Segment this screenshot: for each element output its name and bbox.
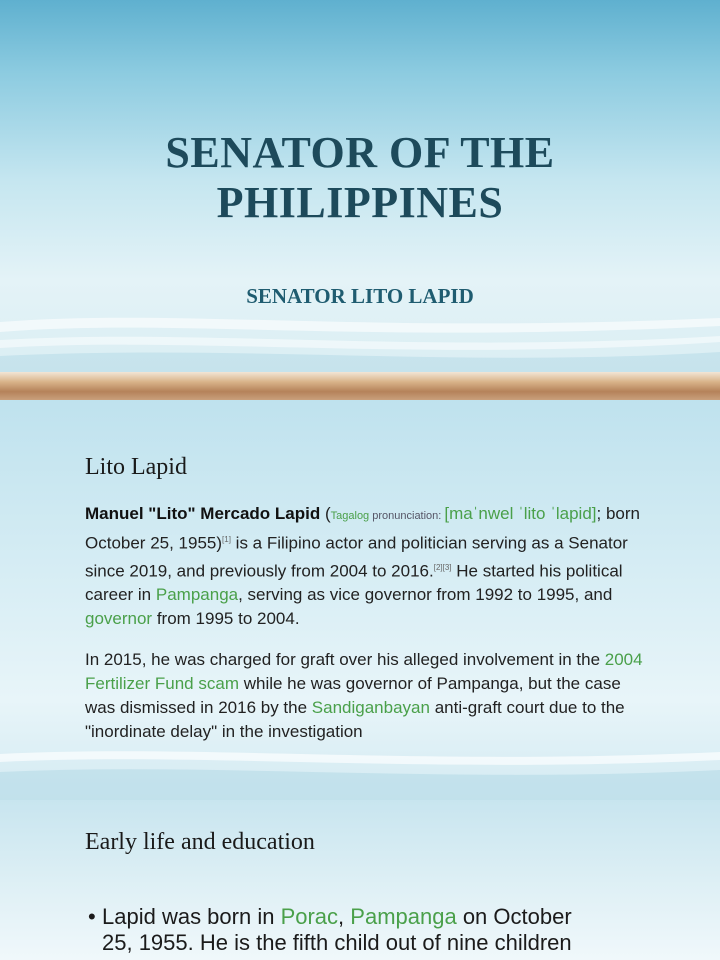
wave-decoration-2: [0, 740, 720, 800]
text-fragment: He started his political career in: [85, 561, 623, 605]
slide-subtitle: SENATOR LITO LAPID: [246, 284, 474, 308]
text-fragment: ,: [338, 904, 351, 929]
pampanga-link[interactable]: Pampanga: [155, 585, 239, 605]
citation-1[interactable]: [1]: [222, 535, 231, 544]
bullet-line-2: 25, 1955. He is the fifth child out of nine children: [102, 930, 572, 955]
pronunciation-label: pronunciation:: [369, 510, 445, 522]
slide-title: [0, 128, 720, 228]
title-line-2: PHILIPPINES: [216, 178, 504, 227]
graft-paragraph: [85, 648, 645, 744]
text-fragment: (: [320, 504, 331, 523]
bullet-item: [88, 904, 688, 956]
text-fragment: while he was governor of Pampanga, but the case was dismissed in 2016 by the: [85, 674, 621, 717]
text-fragment: , serving as vice governor from 1992 to 1995, and: [238, 585, 613, 605]
section-heading-early-life: Early life and education: [85, 829, 315, 855]
bullet-dot-icon: •: [88, 904, 96, 929]
text-fragment: from 1995 to 2004.: [152, 609, 300, 629]
section-heading-lito-lapid: Lito Lapid: [85, 454, 187, 480]
title-line-1: SENATOR OF THE: [165, 128, 555, 177]
fertilizer-scam-link[interactable]: 2004 Fertilizer Fund scam: [85, 650, 643, 693]
ipa-link[interactable]: [maˈnwel ˈlito ˈlapid]: [444, 504, 597, 523]
full-name: Manuel "Lito" Mercado Lapid: [85, 504, 321, 523]
text-fragment: is a Filipino actor and politician serving as a Senator since 2019, and previously from 2004 to 2016.: [85, 533, 628, 581]
pampanga-link-2[interactable]: Pampanga: [350, 904, 457, 929]
text-fragment: ; born October 25, 1955): [85, 504, 640, 553]
bronze-ribbon: [0, 372, 720, 400]
citation-2-3[interactable]: [2][3]: [433, 562, 452, 572]
wave-decoration: [0, 300, 720, 380]
porac-link[interactable]: Porac: [280, 904, 339, 929]
title-slide: [0, 0, 720, 400]
text-fragment: on October: [456, 904, 572, 929]
tagalog-link[interactable]: Tagalog: [330, 510, 370, 522]
intro-paragraph: [85, 502, 645, 631]
text-fragment: Lapid was born in: [102, 904, 281, 929]
governor-link[interactable]: governor: [85, 609, 153, 629]
text-fragment: anti-graft court due to the "inordinate delay" in the investigation: [85, 698, 625, 741]
text-fragment: In 2015, he was charged for graft over his alleged involvement in the: [85, 650, 605, 669]
sandiganbayan-link[interactable]: Sandiganbayan: [311, 698, 430, 717]
